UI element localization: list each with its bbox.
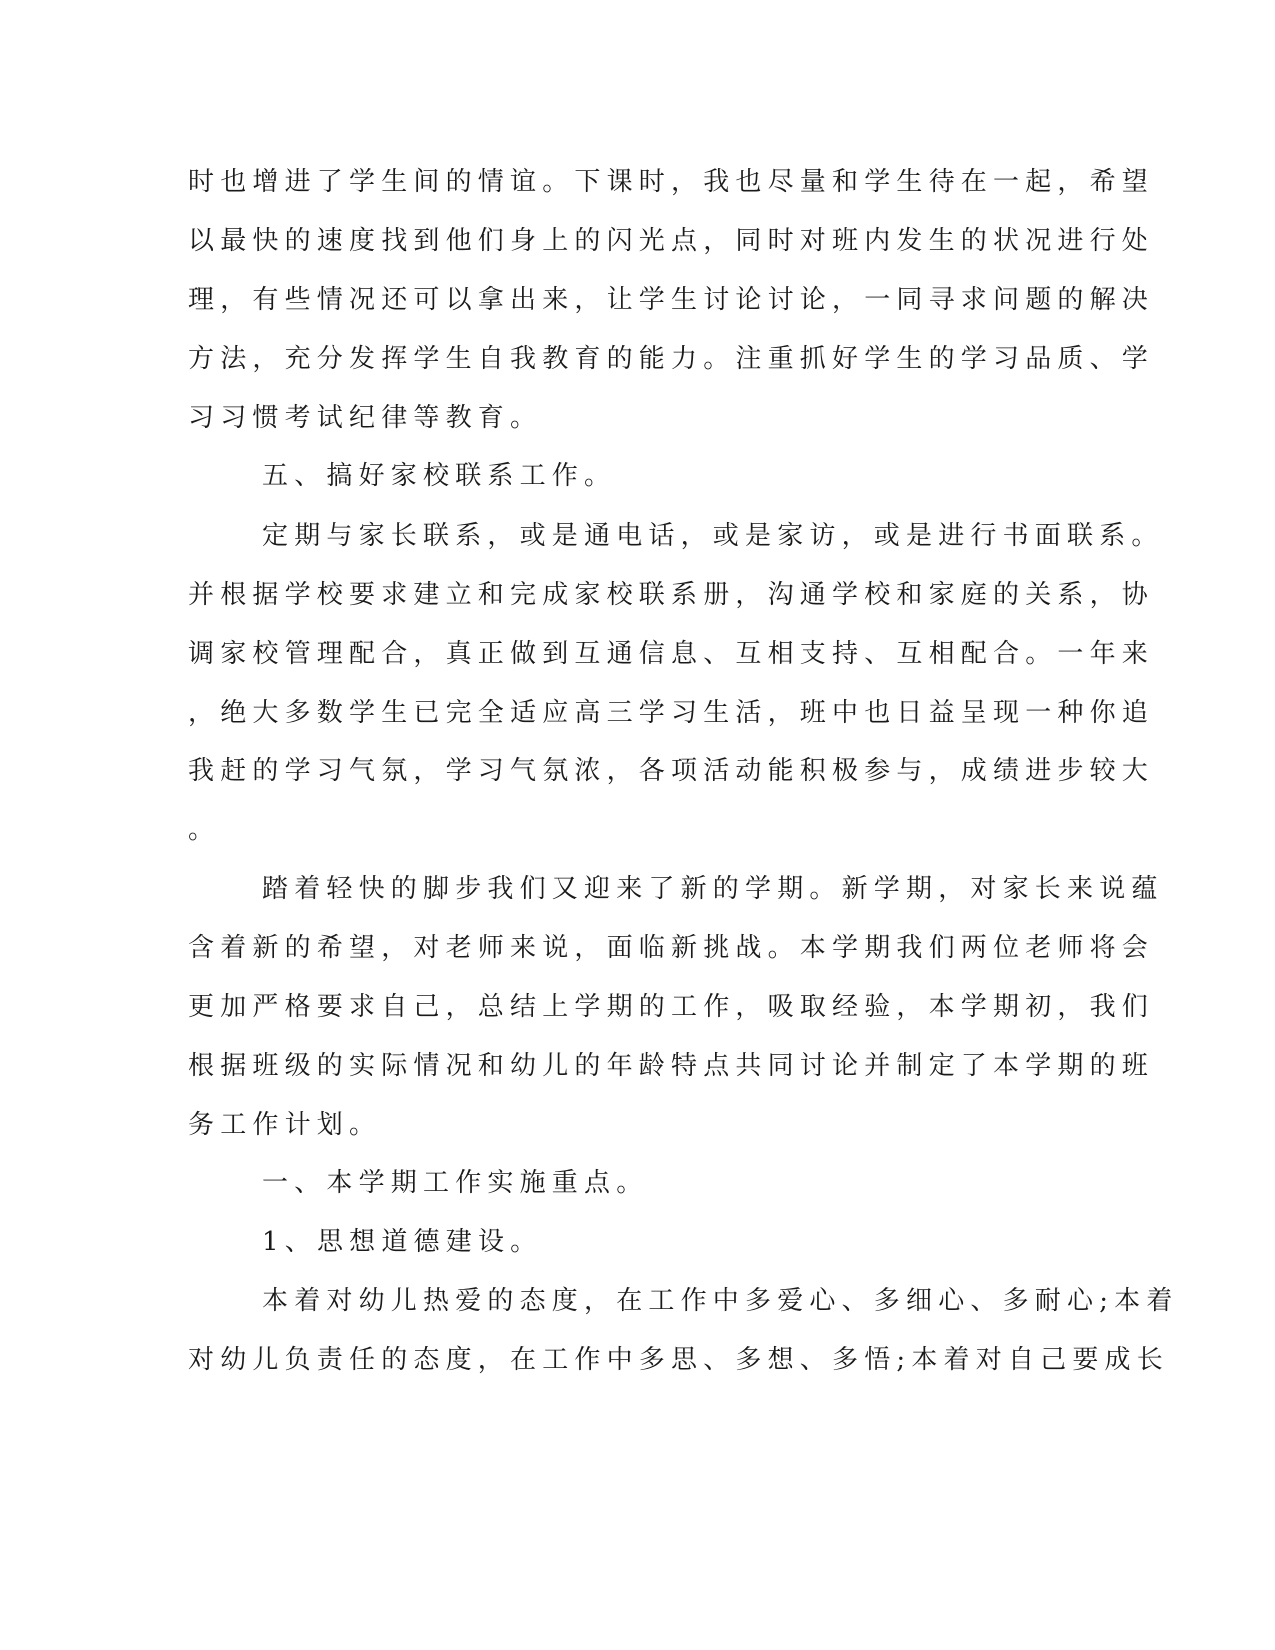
text-line: 以最快的速度找到他们身上的闪光点，同时对班内发生的状况进行处 <box>188 226 1155 256</box>
text-line: 。 <box>188 815 221 845</box>
text-line: 习习惯考试纪律等教育。 <box>188 403 543 433</box>
section-heading: 五、搞好家校联系工作。 <box>262 461 617 491</box>
text-line: 务工作计划。 <box>188 1110 382 1140</box>
text-line: 并根据学校要求建立和完成家校联系册，沟通学校和家庭的关系，协 <box>188 580 1155 610</box>
text-line: 含着新的希望，对老师来说，面临新挑战。本学期我们两位老师将会 <box>188 933 1155 963</box>
subsection-heading: 1、思想道德建设。 <box>262 1227 543 1257</box>
text-line: 根据班级的实际情况和幼儿的年龄特点共同讨论并制定了本学期的班 <box>188 1051 1155 1081</box>
text-line: 踏着轻快的脚步我们又迎来了新的学期。新学期，对家长来说蕴 <box>262 874 1164 904</box>
text-line: 更加严格要求自己，总结上学期的工作，吸取经验，本学期初，我们 <box>188 992 1155 1022</box>
text-line: 方法，充分发挥学生自我教育的能力。注重抓好学生的学习品质、学 <box>188 344 1155 374</box>
text-line: 我赶的学习气氛，学习气氛浓，各项活动能积极参与，成绩进步较大 <box>188 756 1155 786</box>
text-line: 调家校管理配合，真正做到互通信息、互相支持、互相配合。一年来 <box>188 639 1155 669</box>
text-line: 时也增进了学生间的情谊。下课时，我也尽量和学生待在一起，希望 <box>188 167 1155 197</box>
text-line: 理，有些情况还可以拿出来，让学生讨论讨论，一同寻求问题的解决 <box>188 285 1155 315</box>
text-line: 对幼儿负责任的态度，在工作中多思、多想、多悟;本着对自己要成长 <box>188 1345 1169 1375</box>
text-line: ，绝大多数学生已完全适应高三学习生活，班中也日益呈现一种你追 <box>188 698 1155 728</box>
text-line: 本着对幼儿热爱的态度，在工作中多爱心、多细心、多耐心;本着 <box>262 1286 1179 1316</box>
section-heading: 一、本学期工作实施重点。 <box>262 1168 649 1198</box>
text-line: 定期与家长联系，或是通电话，或是家访，或是进行书面联系。 <box>262 521 1164 551</box>
